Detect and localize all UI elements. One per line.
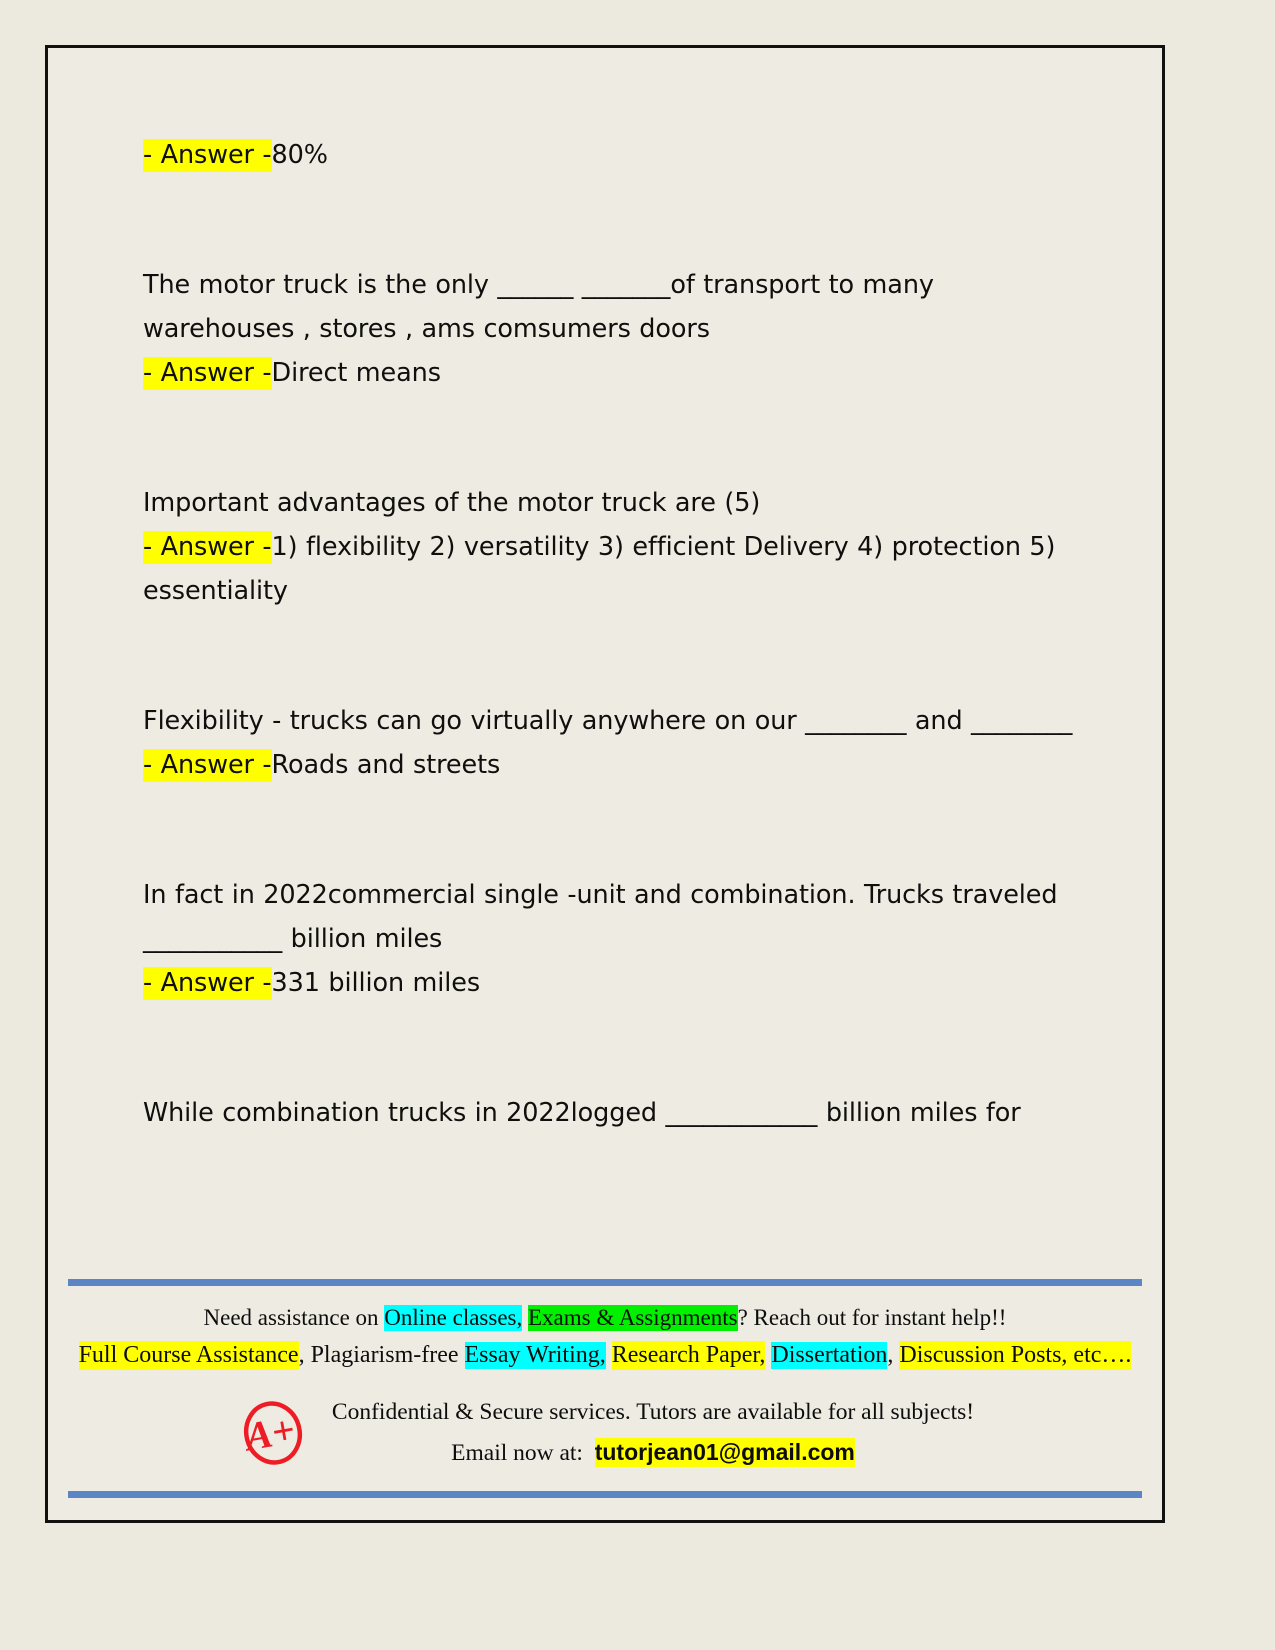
promo-research-paper: Research Paper,: [611, 1342, 766, 1368]
footer-divider-bottom: [68, 1491, 1142, 1498]
answer-label: - Answer -: [143, 532, 272, 562]
answer-text: Roads and streets: [271, 750, 501, 780]
promo-post-text: ? Reach out for instant help!!: [737, 1305, 1007, 1330]
promo-discussion-posts: Discussion Posts, etc….: [899, 1342, 1132, 1368]
question-line: In fact in 2022commercial single -unit and combination. Trucks traveled ___________ billion miles: [143, 880, 1058, 954]
promo-full-course-assistance: Full Course Assistance: [78, 1342, 299, 1368]
document-body: [143, 133, 1088, 1135]
answer-text: 1) flexibility 2) versatility 3) efficient Delivery 4) protection 5) essentiality: [143, 532, 1056, 606]
answer-label: - Answer -: [143, 140, 272, 170]
promo-pre-text: Need assistance on: [203, 1305, 385, 1330]
footer-promo-line-1: [48, 1300, 1162, 1336]
document-page: [45, 45, 1165, 1523]
promo-essay-writing: Essay Writing,: [464, 1342, 606, 1368]
spacer: [143, 787, 1088, 873]
email-prefix-label: Email now at:: [451, 1440, 583, 1466]
answer-label: - Answer -: [143, 750, 272, 780]
answer-line: [143, 133, 1088, 177]
promo-footer: [48, 1279, 1162, 1520]
promo-plain-1: , Plagiarism-free: [298, 1342, 465, 1368]
footer-email-row: [332, 1432, 974, 1473]
answer-label: - Answer -: [143, 358, 272, 388]
promo-exams-assignments: Exams & Assignments: [528, 1305, 738, 1330]
spacer: [143, 613, 1088, 699]
answer-text: 80%: [271, 140, 328, 170]
question-line: Flexibility - trucks can go virtually anywhere on our ________ and ________: [143, 706, 1073, 736]
question-line: While combination trucks in 2022logged ____________ billion miles for: [143, 1098, 1021, 1128]
answer-text: 331 billion miles: [271, 968, 481, 998]
footer-divider-top: [68, 1279, 1142, 1286]
question-line: Important advantages of the motor truck are (5): [143, 488, 761, 518]
answer-line: [143, 961, 1088, 1005]
answer-label: - Answer -: [143, 968, 272, 998]
email-address[interactable]: tutorjean01@gmail.com: [594, 1439, 855, 1465]
spacer: [143, 1005, 1088, 1091]
answer-line: [143, 743, 1088, 787]
question-line: The motor truck is the only ______ _______of transport to many warehouses , stores , ams comsumers doors: [143, 270, 934, 344]
spacer: [143, 395, 1088, 481]
promo-plain-4: ,: [887, 1342, 900, 1368]
footer-contact-row: [48, 1392, 1162, 1473]
footer-tagline: Confidential & Secure services. Tutors are available for all subjects!: [331, 1399, 975, 1425]
spacer: [143, 177, 1088, 263]
answer-line: [143, 351, 1088, 395]
promo-dissertation: Dissertation: [771, 1342, 888, 1368]
answer-text: Direct means: [271, 358, 441, 388]
svg-text:A+: A+: [241, 1406, 299, 1459]
answer-line: [143, 525, 1088, 613]
promo-plain-2: [606, 1342, 612, 1368]
promo-online-classes: Online classes,: [384, 1305, 523, 1330]
footer-contact-text: [332, 1392, 974, 1473]
footer-promo-line-2: [48, 1336, 1162, 1374]
a-plus-grade-icon: [236, 1396, 310, 1470]
